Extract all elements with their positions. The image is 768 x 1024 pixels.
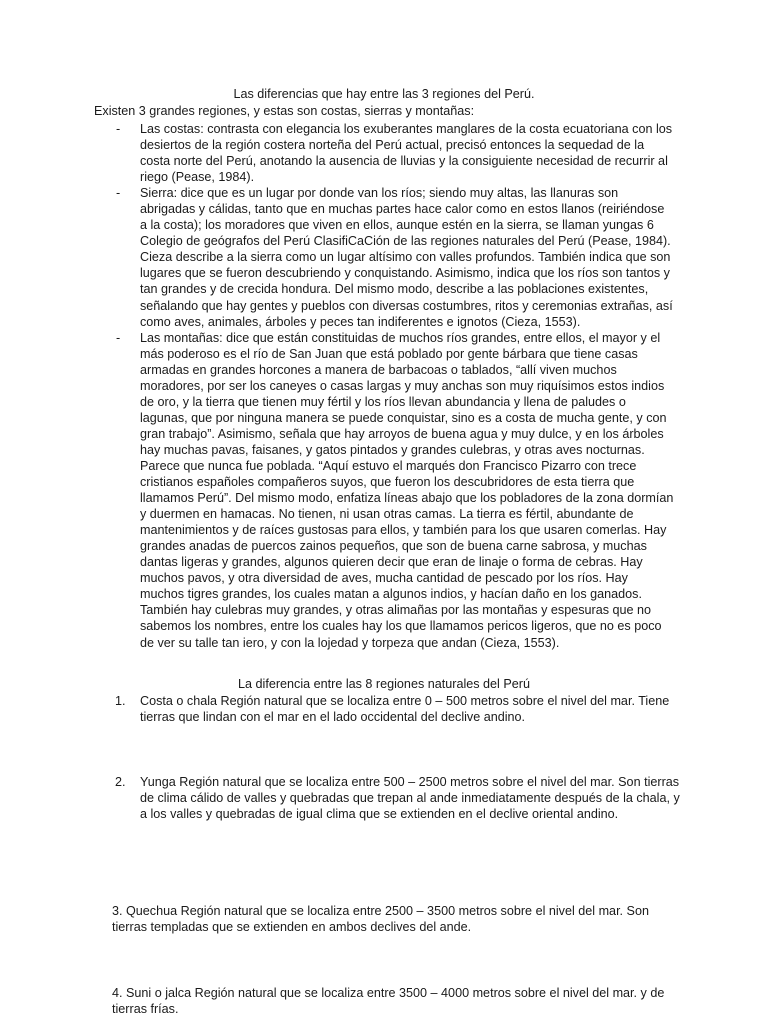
bullet-dash: - — [116, 330, 121, 345]
region-number: 1. — [115, 694, 126, 708]
bullet-text: Las montañas: dice que están constituidas de muchos ríos grandes, entre ellos, el mayor y el más poderoso es el río de San Juan que está poblado por gente bárbara que tiene casas armadas en grandes horcones a manera de barbacoas o tablados, “allí viven muchos moradores, por ser los caneyes o casas largas y muy anchas son muy riquísimos estos indios de oro, y la tierra que tienen muy fértil y los ríos llevan abundancia y llena de paludes o lagunas, que por ninguna manera se puede conquistar, sino es a costa de mucha gente, y con gran trabajo”. Asimismo, señala que hay arroyos de buena agua y muy dulce, y en los árboles hay muchas pavas, faisanes, y gatos pintados y grandes culebras, y otras aves nocturnas. Parece que nunca fue poblada. “Aquí estuvo el marqués don Francisco Pizarro con trece cristianos españoles compañeros suyos, que fueron los descubridores de esta tierra que llamamos Perú”. Del mismo modo, enfatiza líneas abajo que los pobladores de la zona dormían y duermen en hamacas. No tienen, ni usan otras camas. La tierra es fértil, abundante de mantenimientos y de raíces gustosas para ellos, y también para los que usaren comerlas. Hay grandes anadas de puercos zainos pequeños, que son de buena carne sabrosa, y muchas dantas ligeras y grandes, algunos quieren decir que eran de linaje o forma de cebras. Hay muchos pavos, y otra diversidad de aves, mucha cantidad de pescado por los ríos. Hay muchos tigres grandes, los cuales matan a algunos indios, y hacían daño en los ganados. También hay culebras muy grandes, y otras alimañas por las montañas y espesuras que no sabemos los nombres, entre los cuales hay los que llamamos pericos ligeros, que no es poco de ver su talle tan iero, y con la lojedad y torpeza que andan (Cieza, 1553). — [140, 330, 674, 650]
region-item-yunga — [112, 774, 682, 822]
section-title: La diferencia entre las 8 regiones naturales del Perú — [238, 677, 530, 691]
region-item-quechua — [112, 903, 682, 935]
region-number: 2. — [115, 775, 126, 790]
bullet-item-costas — [112, 121, 674, 185]
bullet-item-montanas — [112, 330, 674, 651]
bullet-text: Sierra: dice que es un lugar por donde van los ríos; siendo muy altas, las llanuras son abrigadas y cálidas, tanto que en muchas partes hace calor como en estos llanos (reiriéndose a la costa); los moradores que viven en ellos, aunque estén en la sierra, se llaman yungas 6 Colegio de geógrafos del Perú ClasifiCaCión de las regiones naturales del Perú (Pease, 1984). Cieza describe a la sierra como un lugar altísimo con valles profundos. También indica que son lugares que se fueron descubriendo y conquistando. Asimismo, indica que los ríos son tantos y tan grandes y de crecida hondura. Del mismo modo, describe a las poblaciones existentes, señalando que hay gentes y pueblos con diversas costumbres, ritos y ceremonias extrañas, así como aves, animales, árboles y peces tan indiferentes e ignotos (Cieza, 1553). — [140, 186, 673, 329]
bullet-text: Las costas: contrasta con elegancia los exuberantes manglares de la costa ecuatoriana con los desiertos de la región costera norteña del Perú actual, precisó entonces la sequedad de la costa norte del Perú, anotando la ausencia de lluvias y la consiguiente necesidad de recurrir al riego (Pease, 1984). — [140, 122, 673, 185]
bullet-dash: - — [116, 122, 121, 136]
region-text: Costa o chala Región natural que se localiza entre 0 – 500 metros sobre el nivel del mar. Tiene tierras que lindan con el mar en el lado occidental del declive andino. — [140, 694, 670, 725]
bullet-dash: - — [116, 186, 121, 201]
region-text: 3. Quechua Región natural que se localiza entre 2500 – 3500 metros sobre el nivel del mar. Son tierras templadas que se extienden en ambos declives del ande. — [112, 904, 649, 935]
region-item-suni — [112, 985, 682, 1017]
document-title: Las diferencias que hay entre las 3 regiones del Perú. — [233, 87, 535, 101]
region-text: 4. Suni o jalca Región natural que se localiza entre 3500 – 4000 metros sobre el nivel del mar. y de tierras frías. — [112, 986, 665, 1017]
intro-paragraph: Existen 3 grandes regiones, y estas son costas, sierras y montañas: — [94, 104, 475, 118]
region-item-costa — [112, 693, 682, 725]
region-text: Yunga Región natural que se localiza entre 500 – 2500 metros sobre el nivel del mar. Son tierras de clima cálido de valles y quebradas que trepan al ande inmediatamente después de la chala, y a los valles y quebradas de igual clima que se extienden en el declive oriental andino. — [140, 775, 680, 822]
bullet-item-sierra — [112, 185, 674, 329]
regions-bullet-list — [112, 121, 674, 651]
